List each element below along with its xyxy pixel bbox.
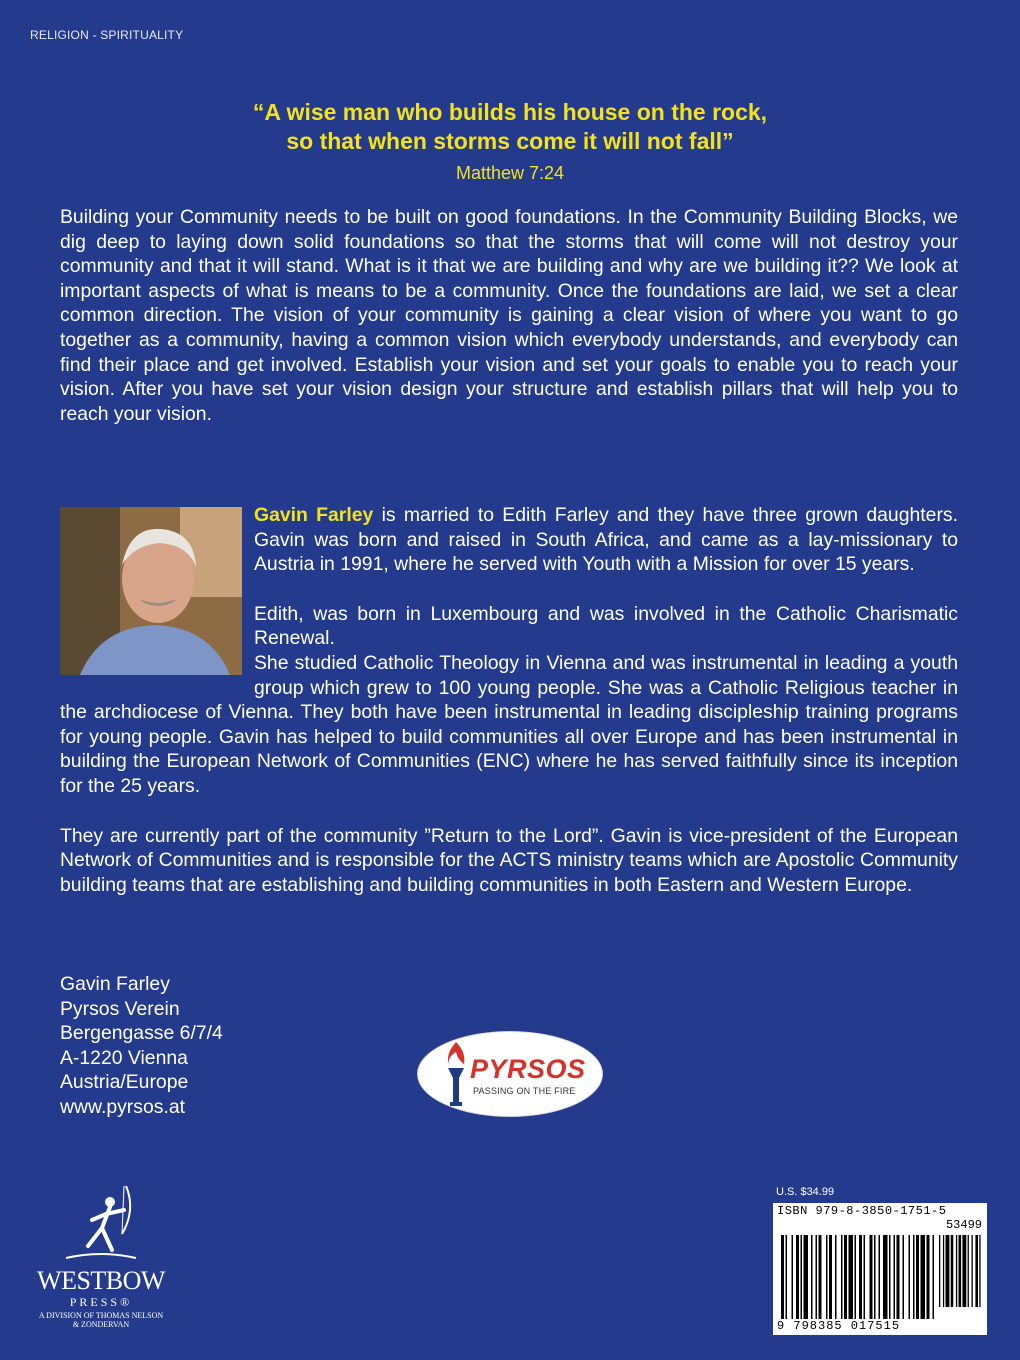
bio-paragraph-1-text: is married to Edith Farley and they have three grown daughters. Gavin was born and raised in South Africa, and came as a lay-missionary to Austria in 1991, where he served with Youth with a Mission for over 15 years. — [254, 504, 958, 576]
author-name: Gavin Farley — [254, 504, 374, 526]
address-line: Bergengasse 6/7/4 — [60, 1022, 223, 1045]
isbn-number: ISBN 979-8-3850-1751-5 — [777, 1204, 947, 1218]
isbn-barcode — [773, 1203, 987, 1335]
publisher-name: WESTBOW — [37, 1266, 165, 1295]
address-line: Gavin Farley — [60, 973, 170, 995]
publisher-division — [26, 1311, 176, 1329]
pyrsos-tagline: PASSING ON THE FIRE — [473, 1086, 576, 1096]
address-website: www.pyrsos.at — [60, 1095, 185, 1118]
contact-address — [60, 972, 223, 1120]
author-photo — [60, 507, 242, 675]
price-label: U.S. $34.99 — [776, 1186, 835, 1198]
quote-reference: Matthew 7:24 — [455, 163, 565, 183]
pyrsos-logo — [418, 1032, 602, 1116]
ean-digits: 9 798385 017515 — [777, 1319, 901, 1333]
epigraph — [0, 98, 1020, 186]
publisher-logo — [26, 1180, 176, 1330]
quote-line-2: so that when storms come it will not fall” — [286, 128, 734, 154]
archer-icon — [26, 1180, 176, 1266]
address-line: Pyrsos Verein — [60, 997, 180, 1020]
publisher-press: PRESS® — [69, 1295, 133, 1309]
book-description: Building your Community needs to be built on good foundations. In the Community Building Blocks, we dig deep to laying down solid foundations so that the storms that will come will not destroy your community and that it will stand. What is it that we are building and why are we building it?? We look at important aspects of what is means to be a community. Once the foundations are laid, we set a clear common direction. The vision of your community is gaining a clear vision of where you want to go together as a community, having a common vision which everybody understands, and everybody can find their place and get involved. Establish your vision and set your goals to enable you to reach your vision. After you have set your vision design your structure and establish pillars that will help you to reach your vision. — [60, 206, 958, 425]
bio-paragraph-3: They are currently part of the community ”Return to the Lord”. Gavin is vice-president of the European Network of Communities and is responsible for the ACTS ministry teams which are Apostolic Community building teams that are establishing and building communities in both Eastern and Western Europe. — [60, 824, 958, 896]
bio-paragraph-2a: Edith, was born in Luxembourg and was involved in the Catholic Charismatic Renewal. — [254, 602, 958, 650]
portrait-illustration — [60, 507, 242, 675]
category-label: RELIGION - SPIRITUALITY — [30, 28, 184, 42]
pyrsos-wordmark: PYRSOS — [470, 1054, 586, 1084]
division-line-2: & ZONDERVAN — [72, 1320, 130, 1329]
bio-paragraph-2b: She studied Catholic Theology in Vienna and was instrumental in leading a youth group which grew to 100 young people. She was a Catholic Religious teacher in the archdiocese of Vienna. They both have been instrumental in leading discipleship training programs for young people. Gavin has helped to build communities all over Europe and has been instrumental in building the European Network of Communities (ENC) where he has served faithfully since its inception for the 25 years. — [60, 651, 958, 797]
quote-line-1: “A wise man who builds his house on the rock, — [252, 99, 768, 125]
price-code: 53499 — [945, 1218, 982, 1232]
address-line: A-1220 Vienna — [60, 1046, 188, 1069]
address-line: Austria/Europe — [60, 1071, 189, 1094]
division-line-1: A DIVISION OF THOMAS NELSON — [38, 1311, 164, 1320]
barcode-bars — [773, 1203, 987, 1335]
author-bio — [60, 503, 958, 922]
